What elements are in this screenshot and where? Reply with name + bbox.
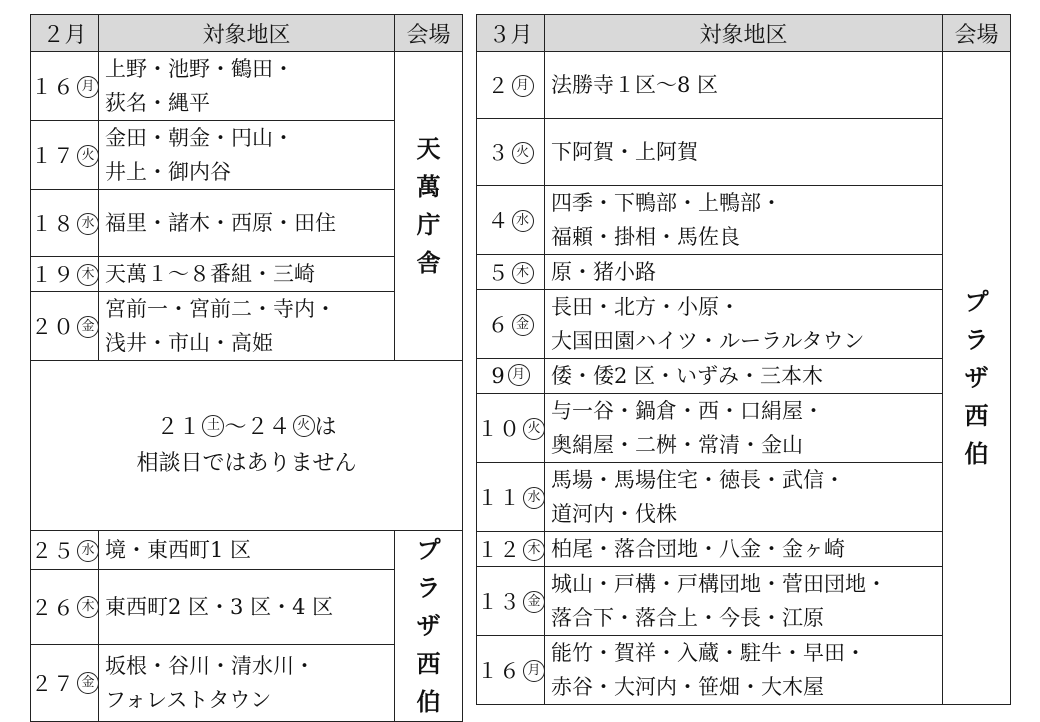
date-cell xyxy=(477,290,545,359)
area-line: 法勝寺１区〜8 区 xyxy=(551,73,719,97)
day-number: １６ xyxy=(477,659,521,683)
venue-cell xyxy=(943,52,1011,705)
venue-char: 天 xyxy=(416,134,441,163)
area-cell xyxy=(99,52,395,121)
weekday-circle-icon: 金 xyxy=(77,316,99,338)
weekday-circle-icon: 水 xyxy=(77,213,99,235)
venue-char: ザ xyxy=(416,611,441,640)
day-number: ３ xyxy=(487,141,510,165)
table-row xyxy=(477,290,1011,359)
weekday-circle-icon: 水 xyxy=(512,210,534,232)
area-line: 倭・倭2 区・いずみ・三本木 xyxy=(551,364,824,388)
area-line: 大国田園ハイツ・ルーラルタウン xyxy=(551,329,865,353)
note-particle: は xyxy=(314,414,337,440)
weekday-circle-icon: 火 xyxy=(512,142,534,164)
february-schedule-table xyxy=(30,14,463,722)
table-row xyxy=(477,119,1011,186)
weekday-circle-icon: 木 xyxy=(512,262,534,284)
day-number: １０ xyxy=(477,417,521,441)
area-line: 赤谷・大河内・笹畑・大木屋 xyxy=(551,675,824,699)
area-cell xyxy=(545,290,943,359)
area-cell xyxy=(545,186,943,255)
area-line: 道河内・伐株 xyxy=(551,502,677,526)
table-row xyxy=(477,186,1011,255)
area-cell xyxy=(545,463,943,532)
area-cell xyxy=(99,121,395,190)
date-cell xyxy=(477,463,545,532)
date-cell xyxy=(31,257,99,292)
venue-header: 会場 xyxy=(943,15,1011,52)
area-header: 対象地区 xyxy=(99,15,395,52)
march-schedule-table xyxy=(476,14,1011,705)
area-line: 境・東西町1 区 xyxy=(105,538,252,563)
area-line: 奥絹屋・二桝・常清・金山 xyxy=(551,433,803,457)
no-consultation-note xyxy=(31,361,463,531)
date-cell xyxy=(477,255,545,290)
venue-char: 西 xyxy=(964,401,989,430)
weekday-circle-icon: 火 xyxy=(293,415,315,437)
weekday-circle-icon: 土 xyxy=(202,415,224,437)
area-line: 長田・北方・小原・ xyxy=(551,295,740,319)
venue-char: 西 xyxy=(416,649,441,678)
area-cell xyxy=(545,636,943,705)
weekday-circle-icon: 月 xyxy=(523,660,545,682)
day-number: ２６ xyxy=(31,595,75,620)
day-number: ２０ xyxy=(31,315,75,339)
day-number: ６ xyxy=(487,313,510,337)
area-cell xyxy=(545,394,943,463)
area-line: 福里・諸木・西原・田住 xyxy=(105,211,336,235)
weekday-circle-icon: 水 xyxy=(77,540,99,562)
area-cell xyxy=(99,257,395,292)
day-number: １８ xyxy=(31,212,75,236)
day-number: ２５ xyxy=(31,539,75,564)
area-line: 上野・池野・鶴田・ xyxy=(105,57,294,81)
venue-char: ザ xyxy=(964,363,989,392)
venue-char: 舎 xyxy=(416,248,441,277)
weekday-circle-icon: 木 xyxy=(523,539,545,561)
area-cell xyxy=(545,255,943,290)
area-line: 東西町2 区・3 区・4 区 xyxy=(105,594,334,619)
table-row xyxy=(31,52,463,121)
area-line: 井上・御内谷 xyxy=(105,160,231,184)
day-number: １３ xyxy=(477,590,521,614)
table-row xyxy=(477,567,1011,636)
header-row xyxy=(477,15,1011,52)
header-row xyxy=(31,15,463,52)
note-date-start: ２１ xyxy=(156,414,201,440)
weekday-circle-icon: 月 xyxy=(77,76,99,98)
weekday-circle-icon: 木 xyxy=(77,264,99,286)
date-cell xyxy=(31,52,99,121)
weekday-circle-icon: 金 xyxy=(77,672,99,694)
day-number: １９ xyxy=(31,263,75,287)
date-cell xyxy=(31,644,99,721)
area-line: フォレストタウン xyxy=(105,687,272,712)
day-number: ４ xyxy=(487,209,510,233)
area-cell xyxy=(545,52,943,119)
weekday-circle-icon: 木 xyxy=(77,596,99,618)
weekday-circle-icon: 月 xyxy=(512,75,534,97)
date-cell xyxy=(477,532,545,567)
venue-char: 伯 xyxy=(416,687,441,716)
area-line: 与一谷・鍋倉・西・口絹屋・ xyxy=(551,399,824,423)
weekday-circle-icon: 火 xyxy=(523,418,545,440)
area-line: 坂根・谷川・清水川・ xyxy=(105,653,315,678)
month-header: ３月 xyxy=(477,15,545,52)
note-line-1 xyxy=(31,410,462,446)
table-row xyxy=(31,531,463,570)
venue-header: 会場 xyxy=(395,15,463,52)
date-cell xyxy=(31,121,99,190)
area-line: 浅井・市山・高姫 xyxy=(105,331,273,355)
weekday-circle-icon: 金 xyxy=(512,314,534,336)
area-line: 天萬１〜８番組・三崎 xyxy=(105,262,315,286)
area-line: 金田・朝金・円山・ xyxy=(105,126,294,150)
date-cell xyxy=(477,394,545,463)
venue-char: ラ xyxy=(416,573,441,602)
venue-char: ラ xyxy=(964,325,989,354)
day-number: ２７ xyxy=(31,671,75,696)
area-cell xyxy=(99,190,395,257)
area-line: 原・猪小路 xyxy=(551,260,656,284)
venue-char: プ xyxy=(416,535,441,564)
day-number: ２ xyxy=(487,74,510,98)
date-cell xyxy=(31,570,99,645)
date-cell xyxy=(477,52,545,119)
venue-cell xyxy=(395,52,463,361)
table-row xyxy=(477,532,1011,567)
day-number: １６ xyxy=(31,75,75,99)
day-number: ５ xyxy=(487,261,510,285)
venue-cell xyxy=(395,531,463,722)
month-header: ２月 xyxy=(31,15,99,52)
table-row xyxy=(477,394,1011,463)
area-cell xyxy=(545,532,943,567)
area-line: 宮前一・宮前二・寺内・ xyxy=(105,297,336,321)
area-line: 馬場・馬場住宅・徳長・武信・ xyxy=(551,468,845,492)
date-cell xyxy=(31,292,99,361)
table-row xyxy=(477,52,1011,119)
day-number: １１ xyxy=(477,486,521,510)
date-cell xyxy=(477,636,545,705)
note-date-end: 〜２４ xyxy=(224,414,291,440)
date-cell xyxy=(477,567,545,636)
date-cell xyxy=(477,186,545,255)
weekday-circle-icon: 水 xyxy=(523,487,545,509)
area-cell xyxy=(545,119,943,186)
area-cell xyxy=(545,567,943,636)
no-consultation-row xyxy=(31,361,463,531)
venue-char: 伯 xyxy=(964,439,989,468)
date-cell xyxy=(477,359,545,394)
area-line: 荻名・縄平 xyxy=(105,91,210,115)
date-cell xyxy=(477,119,545,186)
area-header: 対象地区 xyxy=(545,15,943,52)
day-number: １７ xyxy=(31,144,75,168)
venue-char: プ xyxy=(964,287,989,316)
weekday-circle-icon: 火 xyxy=(77,145,99,167)
note-line-2: 相談日ではありません xyxy=(136,450,357,476)
day-number: １２ xyxy=(477,538,521,562)
weekday-circle-icon: 金 xyxy=(523,591,545,613)
area-cell xyxy=(99,644,395,721)
date-cell xyxy=(31,190,99,257)
table-row xyxy=(477,636,1011,705)
area-cell xyxy=(99,570,395,645)
area-line: 落合下・落合上・今長・江原 xyxy=(551,606,824,630)
weekday-circle-icon: 月 xyxy=(508,364,530,386)
venue-char: 萬 xyxy=(416,172,441,201)
date-cell xyxy=(31,531,99,570)
area-line: 能竹・賀祥・入蔵・駐牛・早田・ xyxy=(551,641,866,665)
area-line: 柏尾・落合団地・八金・金ヶ崎 xyxy=(551,537,845,561)
area-cell xyxy=(545,359,943,394)
area-line: 下阿賀・上阿賀 xyxy=(551,140,698,164)
area-cell xyxy=(99,531,395,570)
table-row xyxy=(477,359,1011,394)
table-row xyxy=(477,255,1011,290)
table-row xyxy=(477,463,1011,532)
area-line: 四季・下鴨部・上鴨部・ xyxy=(551,191,782,215)
venue-char: 庁 xyxy=(416,210,441,239)
area-cell xyxy=(99,292,395,361)
area-line: 福頼・掛相・馬佐良 xyxy=(551,225,740,249)
day-number: 9 xyxy=(491,363,506,388)
area-line: 城山・戸構・戸構団地・菅田団地・ xyxy=(551,572,887,596)
